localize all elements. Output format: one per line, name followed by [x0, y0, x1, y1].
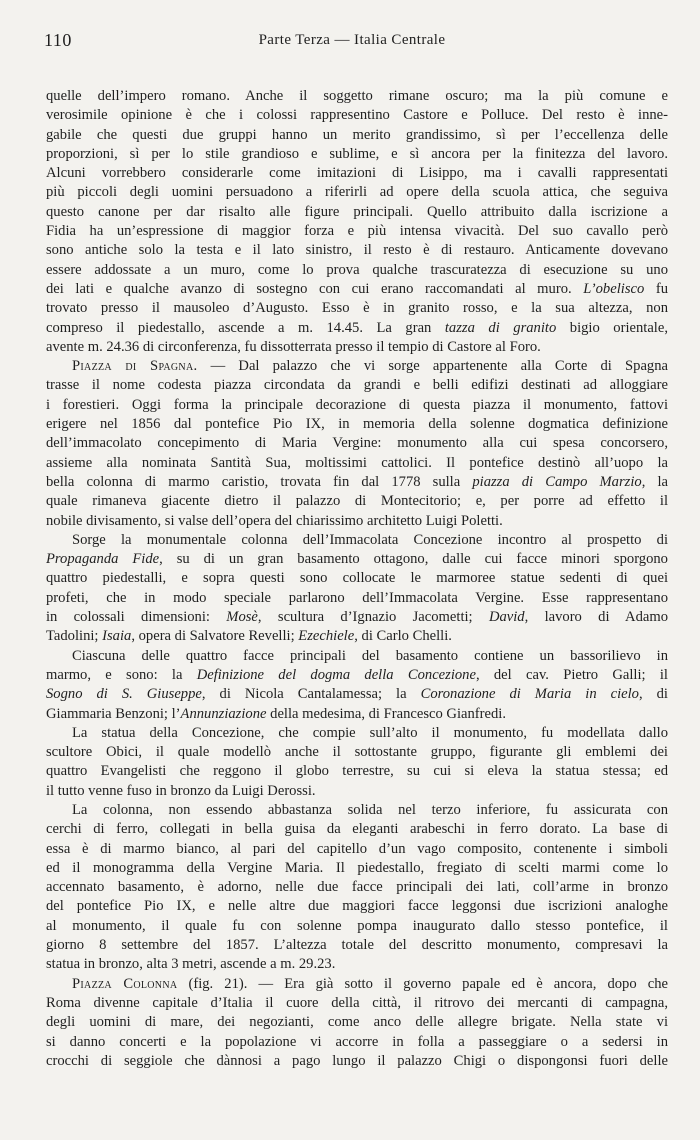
text-line — [46, 1052, 668, 1071]
text-segment: dei lati e qualche avanzo di sostegno con cui erano raccomandati al muro. — [46, 280, 584, 297]
text-line — [46, 454, 668, 473]
text-segment: statua in bronzo, alta 3 metri, ascende a m. 29.23. — [46, 956, 336, 973]
text-line — [46, 492, 668, 511]
text-segment: bigio orientale, — [556, 319, 668, 336]
text-line — [46, 666, 668, 685]
text-segment: accennato basamento, è adorno, nelle due facce principali dei lati, coll’arme in bronzo — [46, 879, 668, 896]
italic-text: David — [488, 609, 525, 626]
text-segment: essere addossate a un muro, come lo prova qualche trascuratezza di esecuzione su uno — [46, 261, 668, 278]
text-line — [46, 87, 668, 106]
text-segment: questo canone per dar risalto alle figure principali. Quello attribuito dalla iscrizione a — [46, 203, 668, 220]
text-segment: proporzioni, sì per lo stile grandioso e sublime, e sì ancora per la finitezza del lavoro. — [46, 145, 668, 162]
text-segment: quelle dell’impero romano. Anche il soggetto rimane oscuro; ma la più comune e — [46, 88, 668, 104]
text-segment: gabile che questi due gruppi hanno un merito grandissimo, sì per l’eccellenza delle — [46, 126, 668, 143]
text-segment: il tutto venne fuso in bronzo da Luigi Derossi. — [46, 782, 316, 799]
text-line — [46, 261, 668, 280]
text-segment: più piccoli degli uomini persuadono a riferirli ad opere della scuola attica, che seguiva — [46, 184, 668, 201]
text-segment: La colonna, non essendo abbastanza solida nel terzo inferiore, fu assicurata con — [72, 801, 668, 818]
text-segment: , scultura d’Ignazio Jacometti; — [257, 609, 489, 626]
text-segment: — Dal palazzo che vi sorge appartenente alla Corte di Spagna — [197, 358, 668, 375]
text-line — [46, 608, 668, 627]
text-line — [46, 145, 668, 164]
text-segment: (fig. 21). — Era già sotto il governo papale ed è ancora, dopo che — [177, 975, 668, 992]
text-segment: trovato presso il mausoleo d’Augusto. Esso è in granito rosso, e la sua altezza, non — [46, 300, 668, 317]
text-line — [46, 473, 668, 492]
text-segment: al monumento, il quale fu con solenne pompa inaugurato dallo stesso pontefice, il — [46, 917, 668, 934]
text-segment: ed il monogramma della Vergine Maria. Il piedestallo, fregiato di scelti marmi come lo — [46, 859, 668, 876]
text-segment: giorno 8 settembre del 1857. L’altezza totale del descritto monumento, compresavi la — [46, 937, 668, 954]
text-segment: degli uomini di mare, dei negozianti, come anco delle allegre brigate. Nella state vi — [46, 1014, 668, 1031]
text-line — [46, 299, 668, 318]
text-segment: profeti, che in modo speciale parlarono dell’Immacolata Vergine. Esse rappresentano — [46, 589, 668, 606]
section-heading: Piazza Colonna — [72, 975, 178, 992]
text-line — [46, 801, 668, 820]
text-line — [46, 338, 668, 357]
text-line — [46, 685, 668, 704]
text-line — [46, 319, 668, 338]
text-line — [46, 126, 668, 145]
page-header — [44, 30, 660, 54]
text-line — [46, 280, 668, 299]
text-line — [46, 724, 668, 743]
text-segment: , di Carlo Chelli. — [354, 628, 452, 645]
italic-text: Coronazione di Maria in cielo — [420, 686, 639, 703]
text-line — [46, 762, 668, 781]
italic-text: Propaganda Fide — [46, 551, 160, 568]
text-line — [46, 569, 668, 588]
text-segment: Sorge la monumentale colonna dell’Immacolata Concezione incontro al prospetto di — [72, 531, 668, 548]
text-segment: quattro Evangelisti che reggono il globo terrestre, su cui si eleva la statua stessa; ed — [46, 763, 668, 780]
text-segment: trasse il nome codesta piazza circondata da grandi e belli edifizi destinati ad alloggiare — [46, 377, 668, 394]
text-line — [46, 820, 668, 839]
text-line — [46, 705, 668, 724]
text-segment: sono antiche solo la testa e il lato sinistro, il resto è di restauro. Anticamente dovevano — [46, 242, 668, 259]
text-segment: Tadolini; — [46, 628, 103, 645]
text-segment: i forestieri. Oggi forma la principale decorazione di questa piazza il monumento, fattovi — [46, 396, 668, 413]
text-line — [46, 878, 668, 897]
text-segment: verosimile opinione è che i colossi rappresentino Castore e Polluce. Del resto è inne- — [46, 107, 668, 124]
italic-text: piazza di Campo Marzio — [472, 473, 642, 490]
text-line — [46, 183, 668, 202]
text-segment: Giammaria Benzoni; l’ — [46, 705, 181, 722]
text-line — [46, 415, 668, 434]
text-line — [46, 222, 668, 241]
text-segment: della medesima, di Francesco Gianfredi. — [266, 705, 506, 722]
text-line — [46, 743, 668, 762]
text-line — [46, 955, 668, 974]
running-head: Parte Terza — Italia Centrale — [258, 32, 446, 48]
text-line — [46, 1033, 668, 1052]
text-line — [46, 782, 668, 801]
text-line — [46, 376, 668, 395]
text-segment: dell’immacolato concepimento di Maria Vergine: monumento alla cui spesa concorsero, — [46, 435, 668, 452]
text-line — [46, 164, 668, 183]
italic-text: Mosè — [226, 609, 258, 626]
italic-text: Ezechiele — [298, 628, 355, 645]
text-line — [46, 647, 668, 666]
text-segment: scultore Obici, il quale modellò anche il sottostante gruppo, figurante gli emblemi dei — [46, 744, 668, 761]
page-number: 110 — [44, 30, 72, 50]
text-segment: fu — [644, 280, 668, 297]
text-segment: Roma divenne capitale d’Italia il cuore della città, il ritrovo dei mercanti di campagna, — [46, 994, 668, 1011]
italic-text: Isaia — [102, 628, 132, 645]
text-segment: essa è di marmo bianco, al pari del capitello d’un vago composito, contenente i simboli — [46, 840, 668, 857]
section-heading: Piazza di Spagna. — [72, 358, 198, 375]
text-segment: marmo, e sono: la — [46, 666, 197, 683]
text-segment: , la — [641, 473, 668, 490]
text-segment: si danno concerti e la popolazione vi accorre in folla a passeggiare o a sedersi in — [46, 1033, 668, 1050]
text-segment: , lavoro di Adamo — [524, 609, 668, 626]
text-segment: crocchi di seggiole che dànnosi a pago lungo il palazzo Chigi o dispongonsi fuori delle — [46, 1052, 668, 1069]
text-segment: La statua della Concezione, che compie sull’alto il monumento, fu modellata dallo — [72, 724, 668, 741]
italic-text: Definizione del dogma della Concezione — [196, 666, 476, 683]
text-line — [46, 550, 668, 569]
text-line — [46, 859, 668, 878]
text-line — [46, 975, 668, 994]
italic-text: Sogno di S. Giuseppe — [46, 686, 202, 703]
text-line — [46, 396, 668, 415]
italic-text: L’obelisco — [583, 280, 645, 297]
text-line — [46, 106, 668, 125]
text-segment: , del cav. Pietro Galli; il — [475, 666, 668, 683]
text-segment: erigere nel 1856 dal pontefice Pio IX, in memoria della solenne dogmatica definizione — [46, 416, 668, 433]
italic-text: Annunziazione — [180, 705, 267, 722]
text-segment: , di Nicola Cantalamessa; la — [201, 686, 421, 703]
text-line — [46, 357, 668, 376]
text-segment: cerchi di ferro, collegati in bella guisa da eleganti arabeschi in ferro dorato. La base di — [46, 821, 668, 838]
text-segment: avente m. 24.36 di circonferenza, fu dissotterrata presso il tempio di Castore al Foro. — [46, 338, 541, 355]
text-segment: quattro piedestalli, e sopra questi sono collocate le marmoree statue sedenti di quei — [46, 570, 668, 587]
text-segment: nobile divisamento, si valse dell’opera del chiarissimo architetto Luigi Poletti. — [46, 512, 503, 529]
text-segment: del pontefice Pio IX, e nelle altre due maggiori facce leggonsi due iscrizioni analoghe — [46, 898, 668, 915]
text-line — [46, 241, 668, 260]
text-line — [46, 434, 668, 453]
text-segment: compreso il piedestallo, ascende a m. 14.45. La gran — [46, 319, 445, 336]
text-segment: assieme alla nominata Santità Sua, moltissimi cattolici. Il pontefice destinò all’uopo la — [46, 454, 668, 471]
text-line — [46, 917, 668, 936]
text-line — [46, 203, 668, 222]
text-line — [46, 840, 668, 859]
text-line — [46, 994, 668, 1013]
text-line — [46, 627, 668, 646]
text-segment: Fidia ha un’espressione di maggior forza e più intensa vivacità. Del suo cavallo però — [46, 223, 668, 240]
text-line — [46, 1013, 668, 1032]
text-line — [46, 589, 668, 608]
body-text — [46, 87, 668, 1071]
text-segment: , su di un gran basamento ottagono, dalle cui facce minori sporgono — [159, 551, 668, 568]
italic-text: tazza di granito — [444, 319, 557, 336]
text-segment: , di — [638, 686, 668, 703]
text-line — [46, 897, 668, 916]
text-segment: , opera di Salvatore Revelli; — [131, 628, 299, 645]
text-segment: Ciascuna delle quattro facce principali del basamento contiene un bassorilievo in — [72, 647, 668, 664]
text-line — [46, 512, 668, 531]
text-segment: Alcuni vorrebbero considerarle come imitazioni di Lisippo, ma i cavalli rappresentati — [46, 165, 668, 182]
text-segment: bella colonna di marmo caristio, trovata fin dal 1778 sulla — [46, 473, 473, 490]
text-segment: quale rimaneva giacente dietro il palazzo di Montecitorio; e, per porre ad effetto il — [46, 493, 668, 510]
text-line — [46, 936, 668, 955]
text-line — [46, 531, 668, 550]
text-segment: in colossali dimensioni: — [46, 609, 227, 626]
